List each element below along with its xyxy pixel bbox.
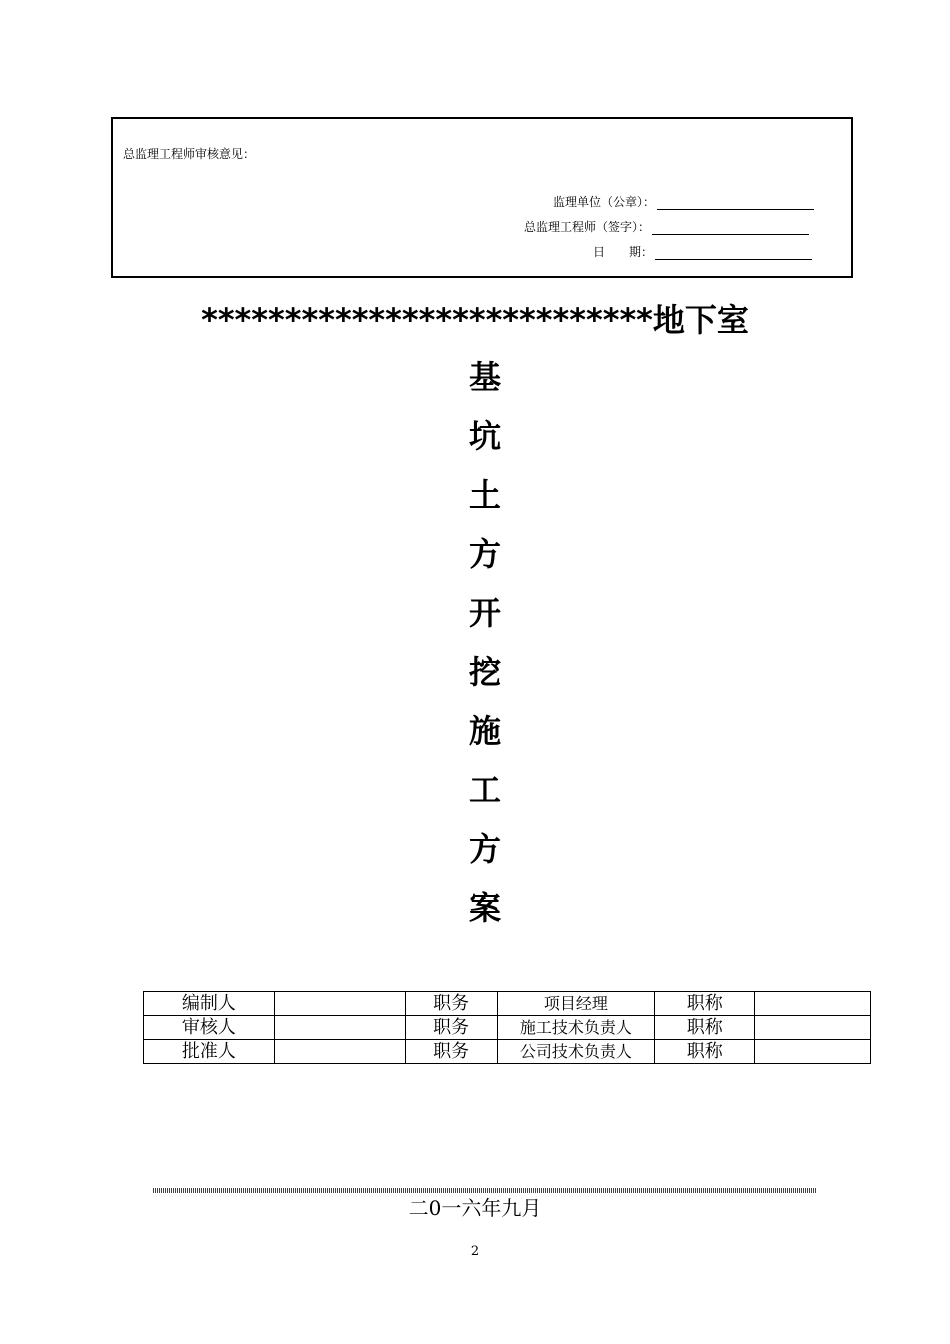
title-char: 挖 [468,653,501,691]
duty-label-cell: 职务 [405,992,497,1016]
document-date: 二0一六年九月 [408,1196,542,1220]
name-cell [274,992,405,1016]
review-date-line [655,247,812,260]
review-date-row [593,243,812,260]
title-char: 方 [468,830,501,868]
role-cell: 批准人 [144,1040,275,1064]
table-row [144,1040,871,1064]
title-char: 方 [468,535,501,573]
name-cell [274,1016,405,1040]
title-label-cell: 职称 [655,1040,755,1064]
chief-engineer-signature-line [652,222,809,235]
duty-cell: 施工技术负责人 [497,1016,655,1040]
title-char: 坑 [468,417,501,455]
name-cell [274,1040,405,1064]
supervision-unit-signature-line [657,197,814,210]
duty-label-cell: 职务 [405,1040,497,1064]
title-char: 基 [468,358,501,396]
role-cell: 审核人 [144,1016,275,1040]
page-number: 2 [470,1244,480,1259]
review-date-label: 日 期： [593,245,654,259]
title-char: 施 [468,712,501,750]
signoff-table [143,991,871,1064]
title-char: 案 [468,889,501,927]
review-opinion-label: 总监理工程师审核意见： [123,147,256,161]
title-cell [755,992,871,1016]
role-cell: 编制人 [144,992,275,1016]
title-label-cell: 职称 [655,1016,755,1040]
document-title-vertical [455,354,515,944]
title-char: 开 [468,594,501,632]
duty-cell: 公司技术负责人 [497,1040,655,1064]
title-cell [755,1016,871,1040]
supervision-unit-row [553,193,814,210]
supervision-unit-label: 监理单位（公章）： [553,195,656,209]
title-char: 土 [468,476,501,514]
chief-engineer-label: 总监理工程师（签字）： [524,220,651,234]
title-cell [755,1040,871,1064]
chief-engineer-row [524,218,809,235]
duty-cell: 项目经理 [497,992,655,1016]
document-title-line: ***************************地下室 [201,301,749,339]
title-label-cell: 职称 [655,992,755,1016]
supervisor-review-box [111,117,853,278]
title-char: 工 [468,771,501,809]
table-row [144,992,871,1016]
table-row [144,1016,871,1040]
duty-label-cell: 职务 [405,1016,497,1040]
